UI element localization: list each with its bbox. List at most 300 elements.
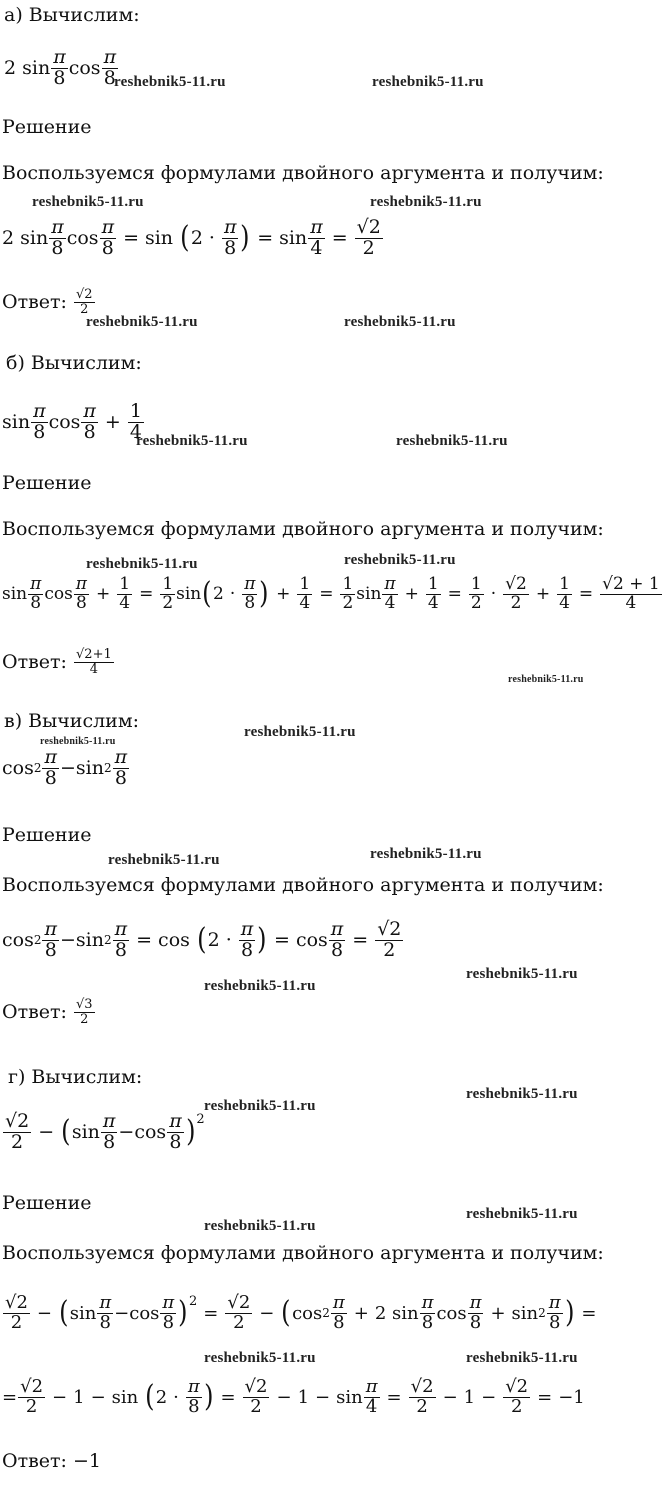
fn-cos: cos bbox=[48, 411, 81, 434]
den: 4 bbox=[559, 592, 570, 613]
num: π bbox=[30, 574, 42, 594]
minus: − bbox=[276, 1386, 292, 1408]
den: 8 bbox=[244, 592, 256, 613]
watermark: reshebnik5-11.ru bbox=[372, 74, 484, 90]
dot: · bbox=[490, 584, 497, 605]
fn-sin: sin bbox=[356, 584, 382, 605]
den: 2 bbox=[416, 1395, 428, 1417]
den: 2 bbox=[80, 301, 89, 317]
equals: = bbox=[136, 929, 153, 952]
fraction bbox=[97, 1294, 113, 1333]
num: π bbox=[53, 46, 66, 68]
part-v-expression bbox=[2, 748, 130, 789]
num: 1 bbox=[129, 400, 142, 422]
minus: − bbox=[90, 1386, 106, 1408]
fraction bbox=[160, 576, 175, 613]
fn-sin: sin bbox=[279, 227, 308, 250]
part-g-solution-line2 bbox=[2, 1378, 585, 1417]
answer-b bbox=[2, 648, 115, 676]
fraction bbox=[42, 748, 59, 789]
watermark: reshebnik5-11.ru bbox=[204, 1350, 316, 1366]
num: π bbox=[332, 1292, 345, 1313]
equals: = bbox=[331, 227, 348, 250]
num: √2 bbox=[505, 1376, 529, 1397]
watermark: reshebnik5-11.ru bbox=[466, 966, 578, 982]
num: √2 bbox=[76, 287, 93, 302]
minus: − bbox=[481, 1386, 497, 1408]
num: π bbox=[223, 216, 237, 238]
fn-cos: cos bbox=[68, 57, 101, 80]
watermark: reshebnik5-11.ru bbox=[466, 1350, 578, 1366]
fraction bbox=[331, 1294, 347, 1333]
fraction bbox=[81, 402, 98, 443]
fraction bbox=[113, 748, 130, 789]
fraction bbox=[101, 1112, 118, 1153]
equals: = bbox=[257, 227, 274, 250]
coef: 2 bbox=[4, 57, 17, 80]
minus: − bbox=[59, 929, 76, 952]
exponent: 2 bbox=[103, 761, 112, 776]
fraction bbox=[3, 1294, 30, 1333]
minus: − bbox=[38, 1121, 55, 1144]
paren: ( bbox=[145, 1379, 155, 1415]
num: 2 bbox=[155, 1386, 168, 1408]
one: 1 bbox=[648, 574, 660, 594]
den: 8 bbox=[188, 1395, 200, 1417]
sqrt: √2 bbox=[602, 574, 624, 594]
num: 1 bbox=[342, 574, 354, 594]
den: 8 bbox=[469, 1311, 482, 1333]
watermark: reshebnik5-11.ru bbox=[204, 1098, 316, 1114]
solution-intro: Воспользуемся формулами двойного аргумента и получим: bbox=[2, 162, 604, 184]
exponent: 2 bbox=[538, 1306, 546, 1321]
fraction bbox=[49, 218, 66, 259]
fraction bbox=[308, 218, 325, 259]
answer-value bbox=[74, 288, 95, 316]
minus: − bbox=[59, 757, 76, 780]
den: 8 bbox=[548, 1311, 561, 1333]
dot: · bbox=[229, 584, 236, 605]
part-a-solution bbox=[2, 218, 384, 259]
num: π bbox=[51, 216, 64, 238]
solution-intro: Воспользуемся формулами двойного аргумента и получим: bbox=[2, 518, 604, 540]
num: √2 bbox=[505, 574, 527, 594]
num: π bbox=[244, 574, 256, 594]
paren: ( bbox=[180, 220, 190, 256]
den: 8 bbox=[114, 938, 127, 961]
den: 8 bbox=[114, 766, 127, 789]
den: 4 bbox=[384, 592, 396, 613]
watermark: reshebnik5-11.ru bbox=[466, 1086, 578, 1102]
paren: ( bbox=[202, 576, 212, 612]
fraction bbox=[18, 1378, 45, 1417]
num: π bbox=[44, 746, 57, 768]
num: π bbox=[310, 216, 323, 238]
fn-cos: cos bbox=[158, 929, 190, 952]
dot: · bbox=[173, 1386, 179, 1408]
watermark: reshebnik5-11.ru bbox=[86, 314, 198, 330]
exponent: 2 bbox=[103, 933, 112, 948]
den: 8 bbox=[44, 766, 57, 789]
paren: ) bbox=[185, 1114, 196, 1150]
plus: + bbox=[535, 584, 551, 605]
paren: ) bbox=[178, 1295, 188, 1331]
watermark: reshebnik5-11.ru bbox=[40, 736, 116, 747]
den: 8 bbox=[224, 236, 237, 259]
paren: ( bbox=[281, 1295, 291, 1331]
watermark: reshebnik5-11.ru bbox=[114, 74, 226, 90]
equals: = bbox=[319, 584, 334, 605]
den: 8 bbox=[103, 1130, 116, 1153]
watermark: reshebnik5-11.ru bbox=[204, 1218, 316, 1234]
part-a-heading: а) Вычислим: bbox=[4, 4, 140, 26]
fraction bbox=[600, 576, 662, 613]
num: √2 bbox=[5, 1110, 30, 1132]
fraction bbox=[329, 920, 346, 961]
plus: + bbox=[95, 584, 111, 605]
solution-heading: Решение bbox=[2, 1192, 92, 1214]
fraction bbox=[242, 576, 257, 613]
num: π bbox=[103, 46, 117, 68]
part-b-heading: б) Вычислим: bbox=[6, 352, 142, 374]
den: 8 bbox=[75, 592, 87, 613]
minus: − bbox=[52, 1386, 68, 1408]
solution-intro: Воспользуемся формулами двойного аргумента и получим: bbox=[2, 874, 604, 896]
equals: = bbox=[386, 1386, 402, 1408]
num: π bbox=[548, 1292, 561, 1313]
num bbox=[74, 648, 114, 663]
solution-heading: Решение bbox=[2, 824, 92, 846]
watermark: reshebnik5-11.ru bbox=[32, 194, 144, 210]
part-g-heading: г) Вычислим: bbox=[8, 1066, 143, 1088]
watermark: reshebnik5-11.ru bbox=[370, 194, 482, 210]
exponent: 2 bbox=[188, 1294, 198, 1309]
num: π bbox=[102, 1110, 116, 1132]
part-v-heading: в) Вычислим: bbox=[4, 710, 140, 732]
num: 2 bbox=[207, 929, 220, 952]
den: 4 bbox=[129, 420, 142, 443]
den: 2 bbox=[80, 1011, 89, 1027]
solution-heading: Решение bbox=[2, 116, 92, 138]
num: 1 bbox=[470, 574, 482, 594]
equals: = bbox=[537, 1386, 553, 1408]
num: π bbox=[99, 1292, 112, 1313]
fn-sin: sin bbox=[75, 929, 104, 952]
equals: = bbox=[2, 1386, 18, 1408]
fraction bbox=[222, 218, 239, 259]
equals: = bbox=[581, 1302, 597, 1324]
minus: − bbox=[442, 1386, 458, 1408]
exponent: 2 bbox=[33, 933, 42, 948]
fn-cos: cos bbox=[436, 1302, 467, 1324]
num: 1 bbox=[119, 574, 131, 594]
den: 8 bbox=[169, 1130, 182, 1153]
watermark: reshebnik5-11.ru bbox=[108, 852, 220, 868]
num: √2 bbox=[227, 1292, 251, 1313]
den: 8 bbox=[241, 938, 254, 961]
fn-sin: sin bbox=[71, 1121, 100, 1144]
fn-cos: cos bbox=[66, 227, 99, 250]
fn-sin: sin bbox=[176, 584, 202, 605]
den: 8 bbox=[53, 66, 66, 89]
one: 1 bbox=[73, 1386, 85, 1408]
fraction bbox=[382, 576, 397, 613]
den: 2 bbox=[25, 1395, 38, 1417]
equals: = bbox=[123, 227, 139, 250]
fn-sin: sin bbox=[2, 584, 28, 605]
fn-cos: cos bbox=[129, 1302, 160, 1324]
fn-sin: sin bbox=[511, 1302, 539, 1324]
den: 8 bbox=[421, 1311, 434, 1333]
den: 8 bbox=[44, 938, 57, 961]
num: π bbox=[384, 574, 396, 594]
one: 1 bbox=[463, 1386, 476, 1408]
fn-cos: cos bbox=[2, 929, 34, 952]
coef: 2 bbox=[2, 227, 15, 250]
fn-sin: sin bbox=[111, 1386, 139, 1408]
result: −1 bbox=[558, 1386, 585, 1408]
answer-value bbox=[74, 648, 114, 676]
num: 2 bbox=[212, 584, 224, 605]
one: 1 bbox=[297, 1386, 310, 1408]
num: 2 bbox=[190, 227, 203, 250]
den: 2 bbox=[510, 592, 522, 613]
num: π bbox=[114, 746, 128, 768]
watermark: reshebnik5-11.ru bbox=[344, 552, 456, 568]
fn-sin: sin bbox=[22, 57, 51, 80]
den: 8 bbox=[30, 592, 42, 613]
den: 4 bbox=[299, 592, 311, 613]
coef: 2 bbox=[374, 1302, 387, 1324]
fraction bbox=[100, 218, 117, 259]
exponent: 2 bbox=[322, 1306, 330, 1321]
fraction bbox=[239, 920, 256, 961]
num: π bbox=[240, 918, 254, 940]
fraction bbox=[167, 1112, 184, 1153]
fraction bbox=[51, 48, 68, 89]
fn-sin: sin bbox=[20, 227, 49, 250]
answer-value bbox=[74, 998, 95, 1026]
den: 8 bbox=[99, 1311, 111, 1333]
exponent: 2 bbox=[196, 1112, 205, 1127]
fn-cos: cos bbox=[2, 757, 34, 780]
num: π bbox=[162, 1292, 175, 1313]
num: 1 bbox=[427, 574, 439, 594]
part-v-solution bbox=[2, 920, 404, 961]
sqrt: √2 bbox=[76, 647, 93, 662]
den: 4 bbox=[365, 1395, 378, 1417]
num: π bbox=[101, 216, 115, 238]
paren: ( bbox=[59, 1295, 69, 1331]
den: 8 bbox=[162, 1311, 175, 1333]
plus: + bbox=[629, 574, 644, 594]
minus: − bbox=[114, 1302, 130, 1324]
paren: ( bbox=[61, 1114, 71, 1150]
den: 8 bbox=[103, 66, 116, 89]
fraction bbox=[74, 576, 89, 613]
fraction bbox=[503, 1378, 530, 1417]
paren: ) bbox=[203, 1379, 214, 1415]
answer-label: Ответ: bbox=[2, 651, 67, 674]
fn-sin: sin bbox=[392, 1302, 419, 1324]
den: 8 bbox=[333, 1311, 345, 1333]
paren: ) bbox=[240, 220, 251, 256]
equals: = bbox=[578, 584, 594, 605]
equals: = bbox=[352, 929, 369, 952]
minus: − bbox=[36, 1302, 53, 1324]
num: 1 bbox=[299, 574, 311, 594]
minus: − bbox=[315, 1386, 331, 1408]
den: 4 bbox=[89, 661, 99, 677]
num: 1 bbox=[559, 574, 570, 594]
answer-g bbox=[2, 1450, 101, 1472]
plus: + bbox=[92, 647, 104, 662]
fraction bbox=[547, 1294, 563, 1333]
answer-v bbox=[2, 998, 96, 1026]
part-b-solution bbox=[2, 576, 663, 613]
den: 4 bbox=[625, 592, 637, 613]
den: 8 bbox=[83, 420, 96, 443]
part-a-expression bbox=[4, 48, 119, 89]
den: 2 bbox=[233, 1311, 245, 1333]
num: √2 bbox=[5, 1292, 28, 1313]
num: π bbox=[469, 1292, 482, 1313]
fn-sin: sin bbox=[2, 411, 31, 434]
fraction bbox=[420, 1294, 436, 1333]
minus: − bbox=[259, 1302, 275, 1324]
fraction bbox=[468, 1294, 484, 1333]
one: 1 bbox=[103, 647, 112, 662]
fn-cos: cos bbox=[292, 1302, 323, 1324]
watermark: reshebnik5-11.ru bbox=[244, 724, 356, 740]
answer-label: Ответ: bbox=[2, 1001, 67, 1024]
num: √2 bbox=[356, 216, 381, 238]
plus: + bbox=[104, 411, 121, 434]
fraction bbox=[557, 576, 572, 613]
watermark: reshebnik5-11.ru bbox=[204, 978, 316, 994]
watermark: reshebnik5-11.ru bbox=[86, 556, 198, 572]
fraction bbox=[355, 218, 383, 259]
watermark: reshebnik5-11.ru bbox=[370, 846, 482, 862]
answer-label: Ответ: bbox=[2, 1450, 67, 1472]
equals: = bbox=[203, 1302, 219, 1324]
fn-sin: sin bbox=[75, 757, 104, 780]
fraction bbox=[113, 920, 130, 961]
fraction bbox=[225, 1294, 252, 1333]
paren: ( bbox=[197, 922, 207, 958]
fraction bbox=[28, 576, 43, 613]
num: π bbox=[330, 918, 344, 940]
num: π bbox=[44, 918, 57, 940]
den: 2 bbox=[11, 1130, 24, 1153]
answer-a bbox=[2, 288, 96, 316]
fraction bbox=[469, 576, 484, 613]
watermark: reshebnik5-11.ru bbox=[508, 674, 584, 685]
den: 2 bbox=[383, 938, 396, 961]
fn-cos: cos bbox=[44, 584, 73, 605]
num: π bbox=[114, 918, 128, 940]
fraction bbox=[117, 576, 132, 613]
den: 2 bbox=[510, 1395, 523, 1417]
num: π bbox=[365, 1376, 378, 1397]
fraction bbox=[297, 576, 312, 613]
minus: − bbox=[118, 1121, 135, 1144]
fn-cos: cos bbox=[295, 929, 328, 952]
part-g-solution-line1 bbox=[2, 1294, 602, 1333]
den: 8 bbox=[51, 236, 64, 259]
fraction bbox=[243, 1378, 270, 1417]
fraction bbox=[340, 576, 355, 613]
num: √3 bbox=[76, 997, 93, 1012]
paren: ) bbox=[564, 1295, 575, 1331]
part-b-expression bbox=[2, 402, 145, 443]
exponent: 2 bbox=[33, 761, 42, 776]
equals: = bbox=[274, 929, 290, 952]
den: 2 bbox=[162, 592, 174, 613]
watermark: reshebnik5-11.ru bbox=[344, 314, 456, 330]
dot: · bbox=[208, 227, 215, 250]
den: 8 bbox=[330, 938, 344, 961]
fn-cos: cos bbox=[134, 1121, 167, 1144]
num: π bbox=[421, 1292, 434, 1313]
fn-sin: sin bbox=[144, 227, 174, 250]
den: 8 bbox=[101, 236, 114, 259]
num: √2 bbox=[377, 918, 402, 940]
answer-label: Ответ: bbox=[2, 291, 67, 314]
den: 2 bbox=[362, 236, 375, 259]
watermark: reshebnik5-11.ru bbox=[136, 433, 248, 449]
equals: = bbox=[447, 584, 462, 605]
fraction bbox=[364, 1378, 380, 1417]
den: 2 bbox=[10, 1311, 23, 1333]
fraction bbox=[42, 920, 59, 961]
plus: + bbox=[490, 1302, 506, 1324]
num: π bbox=[75, 574, 87, 594]
fraction bbox=[503, 576, 529, 613]
equals: = bbox=[220, 1386, 236, 1408]
num: √2 bbox=[244, 1376, 268, 1397]
num: π bbox=[33, 400, 46, 422]
fraction bbox=[31, 402, 48, 443]
solution-heading: Решение bbox=[2, 472, 92, 494]
den: 4 bbox=[119, 592, 131, 613]
paren: ) bbox=[259, 576, 269, 612]
fraction bbox=[409, 1378, 436, 1417]
num: √2 bbox=[20, 1376, 44, 1397]
fn-sin: sin bbox=[69, 1302, 97, 1324]
fn-sin: sin bbox=[336, 1386, 363, 1408]
num: π bbox=[187, 1376, 200, 1397]
fraction bbox=[375, 920, 403, 961]
equals: = bbox=[139, 584, 154, 605]
num: π bbox=[169, 1110, 182, 1132]
plus: + bbox=[404, 584, 419, 605]
solution-intro: Воспользуемся формулами двойного аргумента и получим: bbox=[2, 1242, 604, 1264]
num: 1 bbox=[162, 574, 174, 594]
watermark: reshebnik5-11.ru bbox=[396, 433, 508, 449]
den: 8 bbox=[33, 420, 46, 443]
watermark: reshebnik5-11.ru bbox=[466, 1206, 578, 1222]
fraction bbox=[426, 576, 441, 613]
answer-value: −1 bbox=[73, 1450, 102, 1472]
part-g-expression bbox=[2, 1112, 205, 1153]
den: 2 bbox=[470, 592, 482, 613]
paren: ) bbox=[257, 922, 267, 958]
den: 4 bbox=[310, 236, 323, 259]
den: 2 bbox=[250, 1395, 262, 1417]
num: √2 bbox=[410, 1376, 434, 1397]
den: 4 bbox=[427, 592, 439, 613]
